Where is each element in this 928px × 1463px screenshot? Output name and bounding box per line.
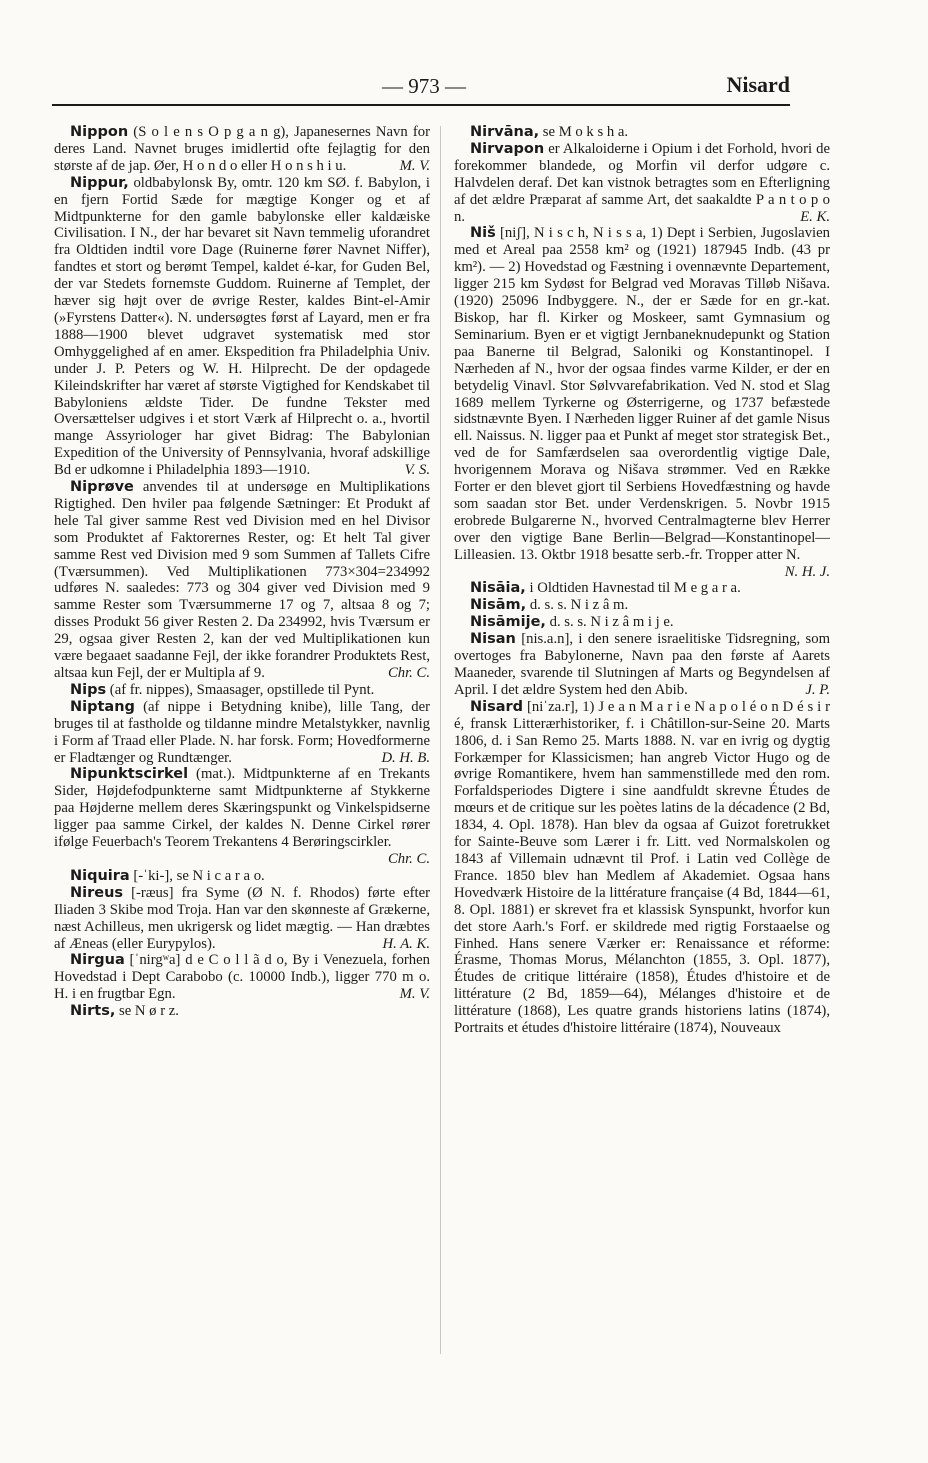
author-initials: E. K. — [800, 208, 830, 225]
author-initials: D. H. B. — [381, 749, 430, 766]
entry — [454, 631, 830, 699]
headword: Niš — [470, 225, 496, 242]
entry-text: [-ræus] fra Syme (Ø N. f. Rhodos) førte efter Iliaden 3 Skibe mod Troja. Han var den skønneste af Grækerne, næst Achilleus, men ukrigersk og lidet mægtig. — Han dræbtes af Æneas (eller Eurypylos). — [54, 884, 431, 952]
entry-text: (mat.). Midtpunkterne af en Trekants Sider, Højdefodpunkterne samt Midtpunkterne af Stykkerne paa Højderne mellem deres Skæringspunkt og Vinkelspidserne ligger paa samme Cirkel, der kaldes N. Denne Cirkel rører ifølge Feuerbach's Teorem Trekantens 4 Berøringscirkler. — [54, 766, 431, 851]
entry — [54, 766, 430, 867]
author-initials: Chr. C. — [387, 850, 430, 867]
headword: Nireus — [70, 884, 124, 901]
entry — [454, 597, 830, 614]
headword: Niprøve — [70, 479, 134, 496]
entry-text: se N ø r z. — [119, 1003, 179, 1020]
entry-text: [niʃ], N i s c h, N i s s a, 1) Dept i Serbien, Jugoslavien med et Areal paa 2558 km² og (1921) 187945 Indb. (43 pr km²). — 2) Hovedstad og Fæstning i ovennævnte Departement, ligger 215 km Sydøst for Belgrad ved Moravas Tilløb Nišava. (1920) 25096 Indbyggere. N., der er Sæde for en gr.-kat. Biskop, har fl. Kirker og Moskeer, samt Gymnasium og Seminarium. Byen er et vigtigt Jernbaneknudepunkt og Station paa Banerne til Belgrad, Saloniki og Konstantinopel. I Nærheden af N., hvor der ogsaa findes varme Kilder, er der en betydelig Vinavl. Stor Sølvvarefabrikation. Ved N. stod et Slag 1689 mellem Tyrkerne og Østerrigerne, og 1737 befæstede sidstnævnte Byen. I Nærheden ligger Ruiner af det gamle Nisus ell. Naissus. N. ligger paa et Punkt af meget stor strategisk Bet., ved de for Samfærdselen saa overordentlig vigtige Dale, hvorigennem Morava og Nišava strømmer. Ved en Række Forter er den blevet gjort til Serbiens Hovedfæstning og havde som saadan stor Bet. under Verdenskrigen. 5. Novbr 1915 erobrede Bulgarerne N., hvorved Centralmagterne blev Herrer over den vigtige Bane Berlin—Belgrad—Konstantinopel—Lilleasien. 13. Oktbr 1918 besatte serb.-fr. Tropper atter N. — [454, 225, 830, 563]
entry — [54, 479, 430, 682]
entry — [454, 124, 830, 141]
entry — [454, 580, 830, 597]
entry — [54, 699, 430, 767]
author-initials: J. P. — [805, 681, 830, 698]
entry-text: er Alkaloiderne i Opium i det Forhold, hvori de forekommer blandede, og Morfin vil derfor udgøre c. Halvdelen deraf. Det kan vistnok betragtes som en Efterligning af det ældre Præparat af samme Art, det saakaldte P a n t o p o n. — [454, 140, 831, 225]
entry — [54, 868, 430, 885]
entry — [54, 885, 430, 953]
entry-text: d. s. s. N i z â m. — [529, 597, 629, 614]
entry-text: [nis.a.n], i den senere israelitiske Tidsregning, som overtoges fra Babylonerne, Navn paa den første af Aarets Maaneder, svarende til Slutningen af Marts og Begyndelsen af April. I det ældre System hed den Abib. — [454, 631, 831, 698]
running-head: Nisard — [726, 72, 790, 97]
entry — [54, 124, 430, 175]
entry — [454, 699, 830, 1037]
headword: Nippur, — [70, 174, 129, 191]
entry — [54, 682, 430, 699]
entry — [454, 225, 830, 580]
entry-text: (S o l e n s O p g a n g), Japanesernes Navn for deres Land. Navnet bruges imidlertid ofte fejlagtig for den største af de jap. Øer, H o n d o eller H o n s h i u. — [54, 124, 430, 174]
right-column — [454, 124, 830, 1037]
page-number: — 973 — — [382, 74, 466, 98]
headword: Niquira — [70, 867, 130, 884]
headword: Nisan — [470, 631, 516, 648]
headword: Nisard — [470, 698, 524, 715]
author-initials: Chr. C. — [387, 665, 430, 681]
author-initials: N. H. J. — [784, 563, 830, 580]
entry-text: [ˈnirgʷa] d e C o l l ã d o, By i Venezuela, forhen Hovedstad i Dept Carabobo (c. 10000 Indb.), ligger 770 m o. H. i en frugtbar Egn. — [54, 952, 431, 1003]
headword: Nippon — [70, 124, 129, 140]
headword: Nisām, — [470, 597, 527, 614]
entry-text: se M o k s h a. — [542, 124, 629, 140]
headword: Nirts, — [70, 1003, 116, 1020]
entry — [54, 1003, 430, 1020]
author-initials: M. V. — [399, 986, 430, 1003]
headword: Nips — [70, 681, 107, 698]
headword: Nirgua — [70, 952, 125, 969]
entry — [54, 952, 430, 1003]
entry-text: i Oldtiden Havnestad til M e g a r a. — [529, 580, 741, 597]
entry-text: [-ˈki-], se N i c a r a o. — [133, 867, 265, 884]
headword: Nipunktscirkel — [70, 766, 189, 783]
author-initials: M. V. — [399, 157, 430, 174]
headword: Nirvāna, — [470, 124, 540, 140]
headword: Niptang — [70, 698, 135, 715]
entry — [454, 614, 830, 631]
entry-text: [niˈza.r], 1) J e a n M a r i e N a p o l é o n D é s i r é, fransk Litterærhistoriker, f. i Châtillon-sur-Seine 20. Marts 1806, d. i San Remo 25. Marts 1888. N. var en ivrig og dygtig Forkæmper for Klassicismen; han angreb Victor Hugo og de øvrige Romantikere, hvem han sammenstillede med den rom. Forfaldsperiodes Digtere i sine aandfuldt skrevne Études de mœurs et de critique sur les poètes latins de la décadence (2 Bd, 1834, 4. Opl. 1878). Han blev da ogsaa af Guizot foretrukket for Sainte-Beuve som Lærer i fr. Litt. ved Normalskolen og 1843 af Villemain udnævnt til Prof. i Latin ved Collège de France. 1850 blev han Medlem af Akademiet. Ogsaa hans Hovedværk Histoire de la littérature française (4 Bd, 1844—61, 8. Opl. 1881) er skrevet fra et klassisk Synspunkt, hvorfor kun det store Aarh.'s Forf. er skildrede med rigtig Forstaaelse og Finhed. Hans senere Værker er: Renaissance et réforme: Érasme, Thomas Morus, Mélanchton (1855, 3. Opl. 1877), Études de critique littéraire (1858), Études d'histoire et de littérature (2 Bd, 1859—64), Mélanges d'histoire et de littérature (1868), Les quatre grands historiens latins (1874), Portraits et études d'histoire littéraire (1874), Nouveaux — [454, 698, 831, 1037]
headword: Nisāmije, — [470, 614, 546, 631]
headword: Nirvapon — [470, 140, 545, 157]
entry-text: (af fr. nippes), Smaasager, opstillede til Pynt. — [109, 681, 375, 698]
entry-text: (af nippe i Betydning knibe), lille Tang, der bruges til at fastholde og tildanne mindre Metalstykker, navnlig i Form af Traad eller Plade. N. har forsk. Form; Hovedformerne er Fladtænger og Rundtænger. — [54, 698, 431, 766]
column-divider — [440, 126, 441, 1354]
entry-text: d. s. s. N i z â m i j e. — [549, 614, 674, 631]
entry-text: oldbabylonsk By, omtr. 120 km SØ. f. Babylon, i en fjern Fortid Sæde for mægtige Konger og et af Midtpunkterne for den gamle babylonske eller kaldæiske Civilisation. I N., der har bevaret sit Navn temmelig uforandret fra Oldtiden indtil vore Dage (Ruinerne fører Navnet Niffer), fandtes et stort og berømt Tempel, kaldet é-kar, for Guden Bel, der var Stedets fornemste Guddom. Ruinerne af Templet, der hæver sig højt over de øvrige Rester, kaldes Bint-el-Amir (»Fyrstens Datter«). N. undersøgtes først af Layard, men er fra 1888—1900 blevet udgravet systematisk med stor Omhyggelighed af en amer. Ekspedition fra Philadelphia Univ. under J. P. Peters og W. H. Hilprecht. De der opdagede Kileindskrifter har været af største Vigtighed for Kendskabet til Babyloniens ældste Tider. De fundne Tekster med Oversættelser udgives i et stort Værk af Hilprecht o. a., hvortil mange Assyriologer har givet Bidrag: The Babylonian Expedition of the University of Pennsylvania, hvoraf adskillige Bd er udkomne i Philadelphia 1893—1910. — [54, 174, 431, 479]
entry — [54, 175, 430, 479]
entry-text: anvendes til at undersøge en Multiplikations Rigtighed. Den hviler paa følgende Sætninger: Et Produkt af hele Tal giver samme Rest ved Division med en hel Divisor som Produktet af Faktorernes Rester, og: Et helt Tal giver samme Rest ved Division med 9 som Summen af Tallets Cifre (Tværsummen). Ved Multiplikationen 773×304=234992 udføres N. saaledes: 773 og 304 giver ved Division med 9 samme Rester som Tværsummerne 17 og 7, altsaa 8 og 7; disses Produkt 56 giver Resten 2. Da 234992, hvis Tværsum er 29, ogsaa giver Resten 2, kan der ved Multiplikationen kun være begaaet saadanne Fejl, der ikke forandrer Produktets Rest, altsaa kun Fejl, der er Multipla af 9. — [54, 479, 430, 681]
left-column — [54, 124, 430, 1020]
author-initials: V. S. — [404, 462, 430, 479]
headword: Nisāia, — [470, 580, 526, 597]
author-initials: H. A. K. — [382, 935, 430, 952]
entry — [454, 141, 830, 226]
page-header — [52, 70, 790, 106]
